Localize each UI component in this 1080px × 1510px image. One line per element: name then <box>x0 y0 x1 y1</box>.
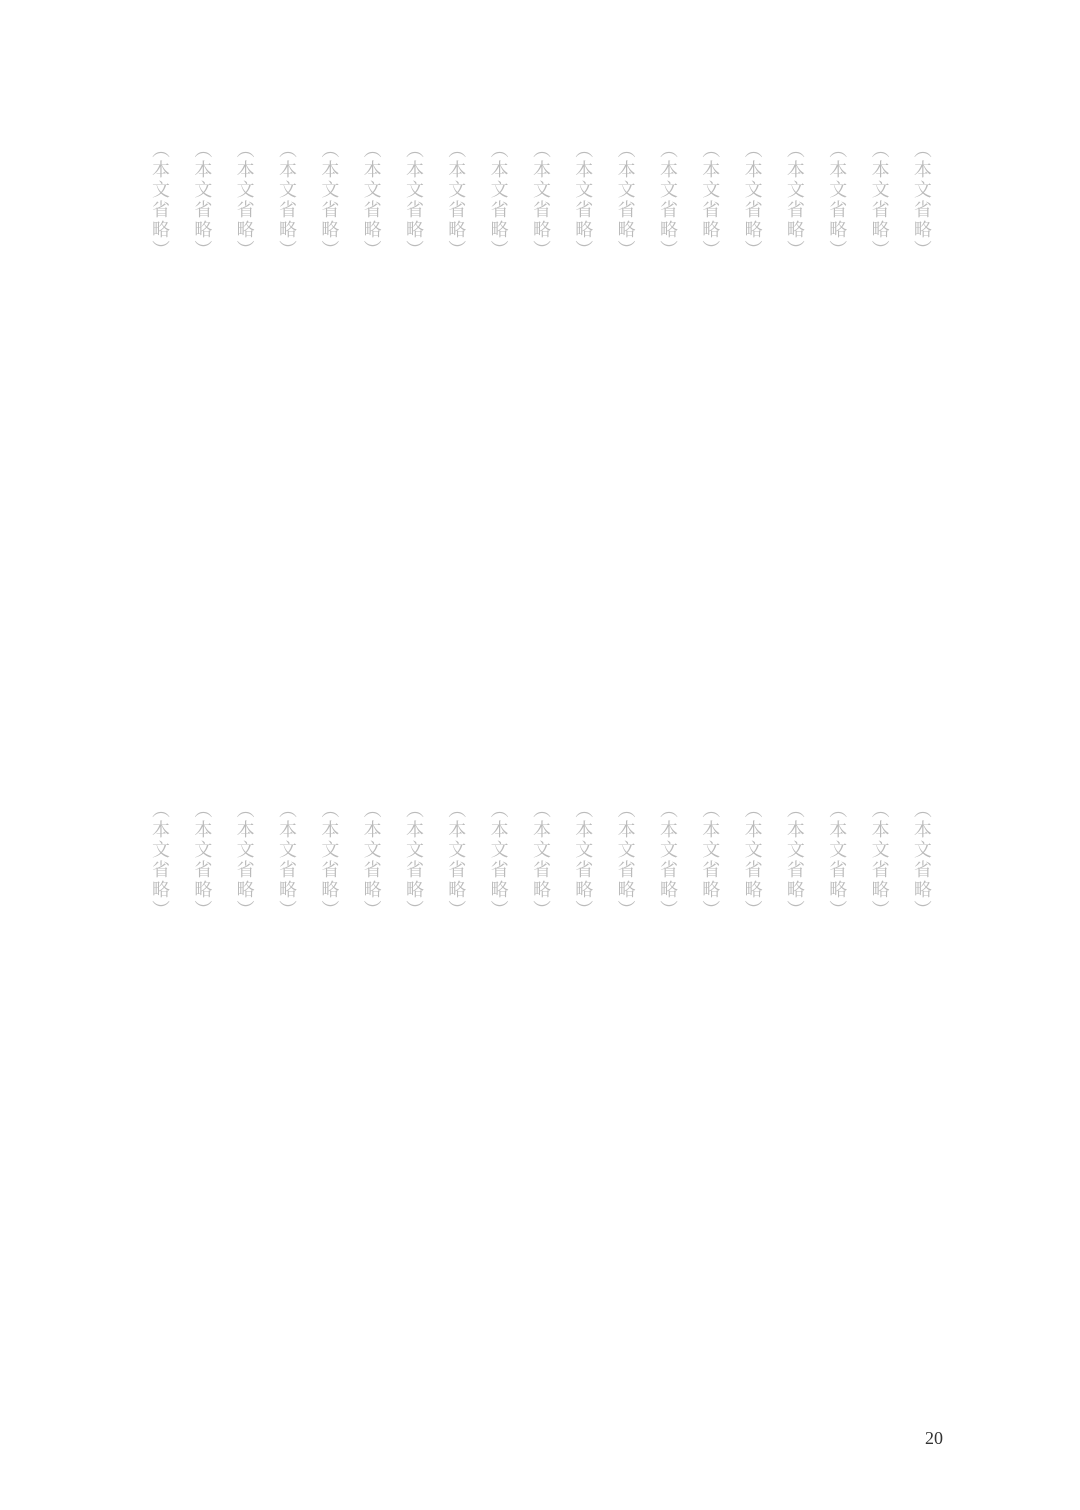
upper-text-block <box>150 140 930 740</box>
text-column-placeholder: （本文省略） <box>360 800 382 920</box>
text-column-placeholder: （本文省略） <box>741 140 763 260</box>
text-column-placeholder: （本文省略） <box>275 800 297 920</box>
text-column-placeholder: （本文省略） <box>868 140 890 260</box>
text-column-placeholder: （本文省略） <box>826 140 848 260</box>
text-column-placeholder: （本文省略） <box>233 140 255 260</box>
text-column-placeholder: （本文省略） <box>445 800 467 920</box>
text-column-placeholder: （本文省略） <box>826 800 848 920</box>
text-column-placeholder: （本文省略） <box>487 800 509 920</box>
text-column-placeholder: （本文省略） <box>614 800 636 920</box>
page-number: 20 <box>925 1428 943 1448</box>
text-column-placeholder: （本文省略） <box>318 140 340 260</box>
text-column-placeholder: （本文省略） <box>487 140 509 260</box>
text-column-placeholder: （本文省略） <box>402 800 424 920</box>
text-column-placeholder: （本文省略） <box>699 140 721 260</box>
lower-text-block <box>150 800 930 1400</box>
text-column-placeholder: （本文省略） <box>783 800 805 920</box>
text-column-placeholder: （本文省略） <box>191 140 213 260</box>
text-column-placeholder: （本文省略） <box>529 140 551 260</box>
text-column-placeholder: （本文省略） <box>656 800 678 920</box>
text-column-placeholder: （本文省略） <box>149 140 170 260</box>
text-column-placeholder: （本文省略） <box>910 140 932 260</box>
text-column-placeholder: （本文省略） <box>445 140 467 260</box>
text-column-placeholder: （本文省略） <box>402 140 424 260</box>
text-column-placeholder: （本文省略） <box>529 800 551 920</box>
text-column-placeholder: （本文省略） <box>783 140 805 260</box>
text-column-placeholder: （本文省略） <box>191 800 213 920</box>
text-column-placeholder: （本文省略） <box>614 140 636 260</box>
text-column-placeholder: （本文省略） <box>572 140 594 260</box>
text-column-placeholder: （本文省略） <box>275 140 297 260</box>
text-column-placeholder: （本文省略） <box>910 800 932 920</box>
text-column-placeholder: （本文省略） <box>149 800 170 920</box>
text-column-placeholder: （本文省略） <box>572 800 594 920</box>
text-column-placeholder: （本文省略） <box>741 800 763 920</box>
text-column-placeholder: （本文省略） <box>233 800 255 920</box>
text-column-placeholder: （本文省略） <box>699 800 721 920</box>
text-column-placeholder: （本文省略） <box>360 140 382 260</box>
text-column-placeholder: （本文省略） <box>868 800 890 920</box>
text-column-placeholder: （本文省略） <box>656 140 678 260</box>
text-column-placeholder: （本文省略） <box>318 800 340 920</box>
